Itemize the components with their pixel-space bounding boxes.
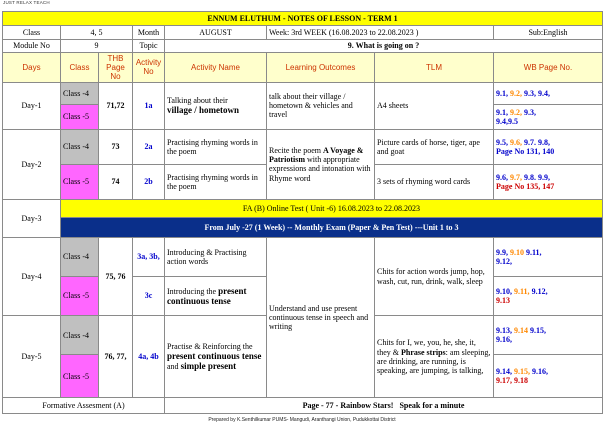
day5-class5: Class -5 — [61, 355, 99, 398]
day2-activity-name-class5: Practising rhyming words in the poem — [165, 164, 267, 199]
header-thb: THB Page No — [99, 53, 133, 82]
subject-value: Sub:English — [494, 26, 603, 39]
day2-wb-class4: 9.5, 9.6, 9.7. 9.8, Page No 131, 140 — [494, 129, 603, 164]
day5-activity-no: 4a, 4b — [133, 316, 165, 398]
formative-page: Page - 77 - Rainbow Stars! — [302, 401, 394, 411]
header-outcomes: Learning Outcomes — [267, 53, 375, 82]
header-activity-name: Activity Name — [165, 53, 267, 82]
day1-activity-name — [165, 82, 267, 129]
day4-tlm: Chits for action words jump, hop, wash, cut, run, drink, walk, sleep — [375, 237, 494, 315]
day2-activity-name-class4: Practising rhyming words in the poem — [165, 129, 267, 164]
day1-outcome: talk about their village / hometown & vehicles and travel — [267, 82, 375, 129]
day2-thb-class5: 74 — [99, 164, 133, 199]
day4-activity-name-class5: Introducing the present continuous tense — [165, 277, 267, 316]
month-label: Month — [133, 26, 165, 39]
day4-class5: Class -5 — [61, 277, 99, 316]
day1-label: Day-1 — [3, 82, 61, 129]
day1-thb: 71,72 — [99, 82, 133, 129]
day2-activity-no-class4: 2a — [133, 129, 165, 164]
day4-activity-name-class4: Introducing & Practising action words — [165, 237, 267, 276]
day2-class4: Class -4 — [61, 129, 99, 164]
class-label: Class — [3, 26, 61, 39]
day5-label: Day-5 — [3, 316, 61, 398]
page-title: ENNUM ELUTHUM - NOTES OF LESSON - TERM 1 — [3, 12, 603, 26]
day5-class4: Class -4 — [61, 316, 99, 355]
module-label: Module No — [3, 39, 61, 52]
class-value: 4, 5 — [61, 26, 133, 39]
day1-activity-emphasis: village / hometown — [167, 105, 239, 116]
topic-value: 9. What is going on ? — [165, 39, 603, 52]
day1-wb-class4: 9.1, 9.2, 9.3, 9.4, — [494, 82, 603, 105]
header-tlm: TLM — [375, 53, 494, 82]
month-value: AUGUST — [165, 26, 267, 39]
day1-wb-class5: 9.1, 9.2, 9.3, 9.4,9.5 — [494, 105, 603, 130]
fa-online-test: FA (B) Online Test ( Unit -6) 16.08.2023 to 22.08.2023 — [61, 199, 603, 218]
day4-5-outcome: Understand and use present continuous tense in speech and writing — [267, 237, 375, 398]
day1-tlm: A4 sheets — [375, 82, 494, 129]
day2-tlm-class4: Picture cards of horse, tiger, ape and goat — [375, 129, 494, 164]
day4-activity-no-class5: 3c — [133, 277, 165, 316]
day1-class5: Class -5 — [61, 105, 99, 130]
day4-class4: Class -4 — [61, 237, 99, 276]
day5-activity-name: Practise & Reinforcing the present continuous tense and simple present — [165, 316, 267, 398]
day5-wb-class4: 9.13, 9.14 9.15, 9.16, — [494, 316, 603, 355]
formative-activity — [165, 398, 603, 414]
day2-thb-class4: 73 — [99, 129, 133, 164]
formative-label: Formative Assesment (A) — [3, 398, 165, 414]
header-days: Days — [3, 53, 61, 82]
footer-credit: Prepared by K.Senthilkumar PUMS- Mangudi, Aranthangi Union, Pudukkottai District — [208, 417, 396, 423]
monthly-exam-banner: From July -27 (1 Week) -- Monthly Exam (Paper & Pen Test) ---Unit 1 to 3 — [61, 218, 603, 238]
day2-class5: Class -5 — [61, 164, 99, 199]
header-activity-no: Activity No — [133, 53, 165, 82]
day4-wb-class5: 9.10, 9.11, 9.12, 9.13 — [494, 277, 603, 316]
header-wb: WB Page No. — [494, 53, 603, 82]
day1-class4: Class -4 — [61, 82, 99, 105]
day5-tlm: Chits for I, we, you, he, she, it, they & Phrase strips: am sleeping, are drinking, are running, is speaking, are jumping, is talking, — [375, 316, 494, 398]
module-value: 9 — [61, 39, 133, 52]
week-value: Week: 3rd WEEK (16.08.2023 to 22.08.2023 ) — [267, 26, 494, 39]
day2-wb-class5: 9.6, 9.7, 9.8. 9.9, Page No 135, 147 — [494, 164, 603, 199]
day1-activity-no: 1a — [133, 82, 165, 129]
day1-activity-text: Talking about their — [167, 95, 228, 105]
topic-label: Topic — [133, 39, 165, 52]
day4-wb-class4: 9.9, 9.10 9.11, 9.12, — [494, 237, 603, 276]
day2-tlm-class5: 3 sets of rhyming word cards — [375, 164, 494, 199]
day2-label: Day-2 — [3, 129, 61, 199]
day5-wb-class5: 9.14, 9.15, 9.16, 9.17, 9.18 — [494, 355, 603, 398]
day4-activity-no-class4: 3a, 3b, — [133, 237, 165, 276]
lesson-plan-table — [2, 11, 603, 414]
day4-label: Day-4 — [3, 237, 61, 315]
brand-label: JUST RELAX TEACH — [3, 0, 50, 5]
day5-thb: 76, 77, — [99, 316, 133, 398]
day2-outcome: Recite the poem A Voyage & Patriotism with appropriate expressions and intonation with Rhyme word — [267, 129, 375, 199]
formative-speak: Speak for a minute — [399, 401, 465, 411]
day4-thb: 75, 76 — [99, 237, 133, 315]
day2-activity-no-class5: 2b — [133, 164, 165, 199]
day3-label: Day-3 — [3, 199, 61, 237]
header-class: Class — [61, 53, 99, 82]
